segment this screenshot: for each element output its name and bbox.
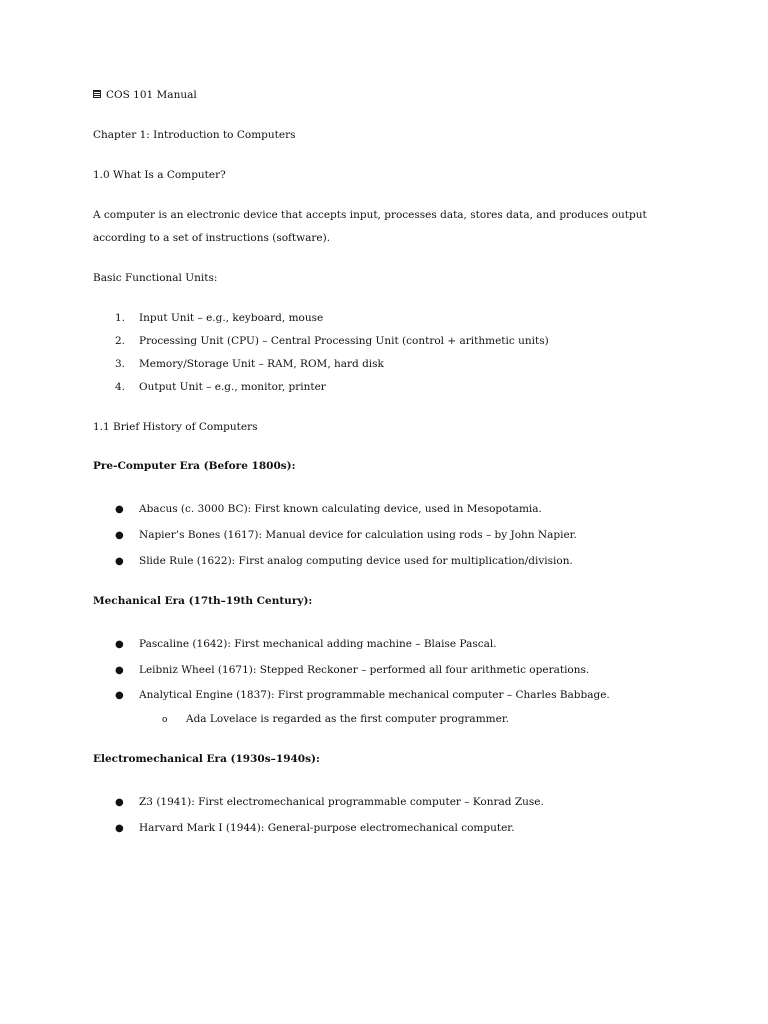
sub-list-item-text: Ada Lovelace is regarded as the first computer programmer.	[186, 713, 510, 725]
list-item-text: Abacus (c. 3000 BC): First known calculating device, used in Mesopotamia.	[139, 503, 542, 515]
list-item	[115, 663, 589, 678]
section-heading-what-is-computer: 1.0 What Is a Computer?	[93, 169, 226, 181]
section-heading-history: 1.1 Brief History of Computers	[93, 421, 258, 433]
bullet-icon: ●	[115, 530, 124, 541]
bullet-icon: ●	[115, 556, 124, 567]
list-number: 2.	[115, 335, 126, 347]
era-heading-electromechanical: Electromechanical Era (1930s–1940s):	[93, 753, 320, 765]
list-item-text: Pascaline (1642): First mechanical adding machine – Blaise Pascal.	[139, 638, 497, 650]
document-icon	[93, 90, 101, 98]
list-item-text: Slide Rule (1622): First analog computing device used for multiplication/division.	[139, 555, 573, 567]
list-item	[115, 334, 549, 348]
list-item	[115, 637, 497, 652]
bullet-icon: ●	[115, 639, 124, 650]
list-item-text: Napier’s Bones (1617): Manual device for calculation using rods – by John Napier.	[139, 529, 577, 541]
list-number: 1.	[115, 312, 126, 324]
list-item-text: Z3 (1941): First electromechanical programmable computer – Konrad Zuse.	[139, 796, 544, 808]
era-heading-mechanical: Mechanical Era (17th–19th Century):	[93, 595, 313, 607]
list-number: 3.	[115, 358, 126, 370]
list-item	[115, 311, 323, 325]
list-item	[115, 528, 577, 543]
bullet-icon: ●	[115, 665, 124, 676]
list-item-text: Processing Unit (CPU) – Central Processing Unit (control + arithmetic units)	[139, 335, 549, 347]
list-item	[115, 554, 573, 569]
document-title: COS 101 Manual	[106, 89, 197, 101]
list-item	[115, 821, 515, 836]
hollow-bullet-icon: o	[162, 715, 168, 725]
list-item	[115, 688, 610, 703]
functional-units-heading: Basic Functional Units:	[93, 272, 218, 284]
chapter-title: Chapter 1: Introduction to Computers	[93, 129, 296, 141]
bullet-icon: ●	[115, 823, 124, 834]
computer-definition-paragraph: A computer is an electronic device that accepts input, processes data, stores data, and produces output according to a set of instructions (software).	[93, 209, 647, 244]
list-item	[115, 502, 542, 517]
bullet-icon: ●	[115, 690, 124, 701]
era-heading-pre-computer: Pre-Computer Era (Before 1800s):	[93, 460, 296, 472]
sub-list-item	[162, 712, 509, 727]
list-item	[115, 357, 384, 371]
list-number: 4.	[115, 381, 126, 393]
list-item-text: Leibniz Wheel (1671): Stepped Reckoner – performed all four arithmetic operations.	[139, 664, 590, 676]
list-item-text: Output Unit – e.g., monitor, printer	[139, 381, 326, 393]
bullet-icon: ●	[115, 504, 124, 515]
document-title-line	[93, 88, 197, 102]
bullet-icon: ●	[115, 797, 124, 808]
list-item-text: Input Unit – e.g., keyboard, mouse	[139, 312, 324, 324]
list-item	[115, 795, 544, 810]
list-item-text: Harvard Mark I (1944): General-purpose electromechanical computer.	[139, 822, 515, 834]
list-item-text: Analytical Engine (1837): First programmable mechanical computer – Charles Babbage.	[139, 689, 610, 701]
list-item-text: Memory/Storage Unit – RAM, ROM, hard disk	[139, 358, 384, 370]
list-item	[115, 380, 326, 394]
